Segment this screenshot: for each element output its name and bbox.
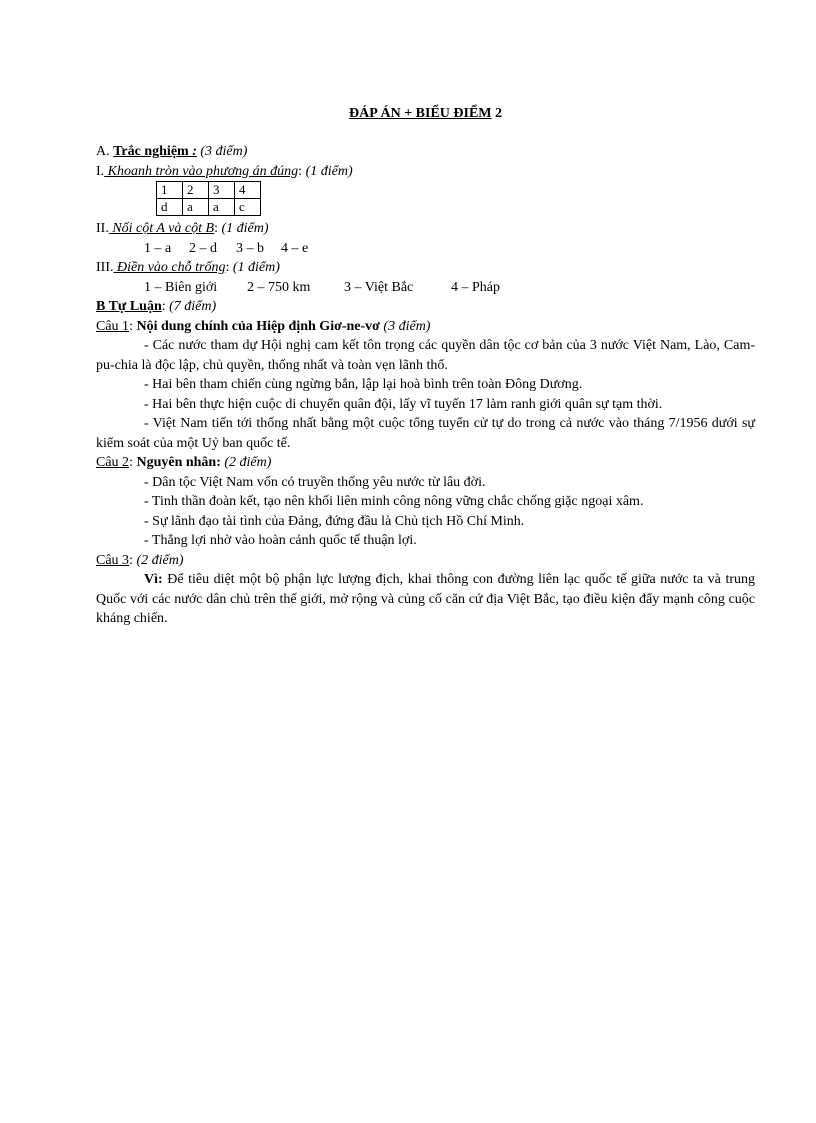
section-3-label: Điền vào chỗ trống: [113, 260, 226, 275]
part-a-heading: [96, 142, 755, 162]
question-2-title: Nguyên nhân:: [136, 455, 221, 470]
part-b-colon: :: [161, 299, 166, 314]
section-3-answers: [96, 278, 755, 298]
fill-answer: 4 – Pháp: [451, 279, 500, 295]
answer-cell: d: [157, 199, 183, 216]
question-2-heading: [96, 453, 755, 473]
question-2-label: Câu 2: [96, 455, 130, 470]
match-answer: 3 – b: [236, 240, 264, 256]
section-1-roman: I.: [96, 163, 105, 179]
part-a-letter: A: [96, 144, 107, 159]
answer-cell: a: [209, 199, 235, 216]
part-a-dot: .: [106, 144, 110, 159]
section-1-points: (1 điểm): [302, 163, 353, 179]
answer-cell: 4: [235, 182, 261, 199]
part-a-colon: :: [188, 144, 197, 159]
section-2-heading: [96, 219, 755, 239]
question-1-label: Câu 1: [96, 318, 130, 334]
question-2-item: - Tinh thần đoàn kết, tạo nên khối liên minh công nông vững chắc chống giặc ngoại xâm.: [144, 494, 644, 509]
question-1-colon: :: [129, 318, 137, 334]
question-3-text: Để tiêu diệt một bộ phận lực lượng địch, khai thông con đường liên lạc quốc tế giữa nước ta và trung Quốc với các nước dân chủ trên thế giới, mở rộng và củng cố căn cứ địa Việt Bắc, tạo điều kiện đẩy mạnh công cuộc kháng chiến.: [96, 572, 755, 626]
question-2-item: - Thắng lợi nhờ vào hoàn cảnh quốc tế thuận lợi.: [144, 533, 417, 548]
question-3-answer: [96, 570, 755, 629]
answer-table: [156, 181, 261, 216]
answer-cell: 3: [209, 182, 235, 199]
answer-cell: 1: [157, 182, 183, 199]
fill-answer: 3 – Việt Bắc: [344, 279, 414, 295]
section-2-label: Nối cột A và cột B: [108, 221, 215, 236]
fill-answer: 1 – Biên giới: [144, 279, 218, 295]
question-2-points: (2 điểm): [220, 455, 272, 470]
answer-table-row-letters: [157, 199, 261, 216]
match-answer: 4 – e: [281, 240, 309, 256]
question-1-points: (3 điểm): [379, 318, 431, 334]
question-1-title: Nội dung chính của Hiệp định Giơ-ne-vơ: [136, 318, 380, 334]
question-1-heading: [96, 317, 755, 337]
section-2-answers: [96, 239, 755, 259]
answer-table-row-numbers: [157, 182, 261, 199]
part-a-points: (3 điểm): [196, 144, 248, 159]
match-answer: 1 – a: [144, 240, 172, 256]
question-2-item: - Dân tộc Việt Nam vốn có truyền thống yêu nước từ lâu đời.: [144, 474, 486, 490]
section-3-roman: III.: [96, 260, 114, 275]
section-2-points: (1 điểm): [217, 221, 269, 236]
section-1-label: Khoanh tròn vào phương án đúng: [104, 163, 299, 179]
section-1-colon: :: [298, 163, 303, 179]
match-answer: 2 – d: [189, 240, 217, 256]
title-text: ĐÁP ÁN + BIỂU ĐIỂM: [348, 106, 492, 121]
section-3-points: (1 điểm): [229, 260, 280, 275]
answer-cell: 2: [183, 182, 209, 199]
answer-cell: c: [235, 199, 261, 216]
question-1-item: - Hai bên tham chiến cùng ngừng bắn, lập lại hoà bình trên toàn Đông Dương.: [144, 377, 583, 392]
part-b-points: (7 điểm): [165, 299, 217, 314]
question-3-label: Câu 3: [96, 552, 130, 568]
question-2-colon: :: [129, 455, 137, 470]
question-3-points: (2 điểm): [136, 552, 184, 568]
question-3-heading: [96, 551, 755, 571]
question-1-item: - Các nước tham dự Hội nghị cam kết tôn trọng các quyền dân tộc cơ bản của 3 nước Việt Nam, Lào, Cam-pu-chia là độc lập, chủ quyền, thống nhất và toàn vẹn lãnh thổ.: [96, 338, 755, 373]
question-3-lead: Vì:: [144, 572, 163, 587]
page-title: [96, 104, 755, 124]
part-b-title: B Tự Luận: [96, 299, 162, 314]
part-a-title: Trắc nghiệm: [113, 144, 189, 159]
part-b-heading: [96, 297, 755, 317]
section-2-colon: :: [214, 221, 218, 236]
section-3-colon: :: [225, 260, 230, 275]
fill-answer: 2 – 750 km: [247, 279, 311, 295]
section-3-heading: [96, 258, 755, 278]
part-a: [96, 142, 755, 629]
title-number: 2: [495, 106, 503, 121]
question-1-item: - Việt Nam tiến tới thống nhất bằng một cuộc tổng tuyển cử tự do trong cả nước vào tháng 7/1956 dưới sự kiểm soát của một Uỷ ban quốc tế.: [96, 416, 755, 451]
question-3-colon: :: [129, 552, 137, 568]
question-2-item: - Sự lãnh đạo tài tình của Đảng, đứng đầu là Chủ tịch Hồ Chí Minh.: [144, 513, 525, 529]
section-1-heading: [96, 162, 755, 182]
answer-cell: a: [183, 199, 209, 216]
question-1-item: - Hai bên thực hiện cuộc di chuyển quân đội, lấy vĩ tuyến 17 làm ranh giới quân sự tạm thời.: [144, 396, 663, 412]
section-2-roman: II.: [96, 221, 109, 236]
